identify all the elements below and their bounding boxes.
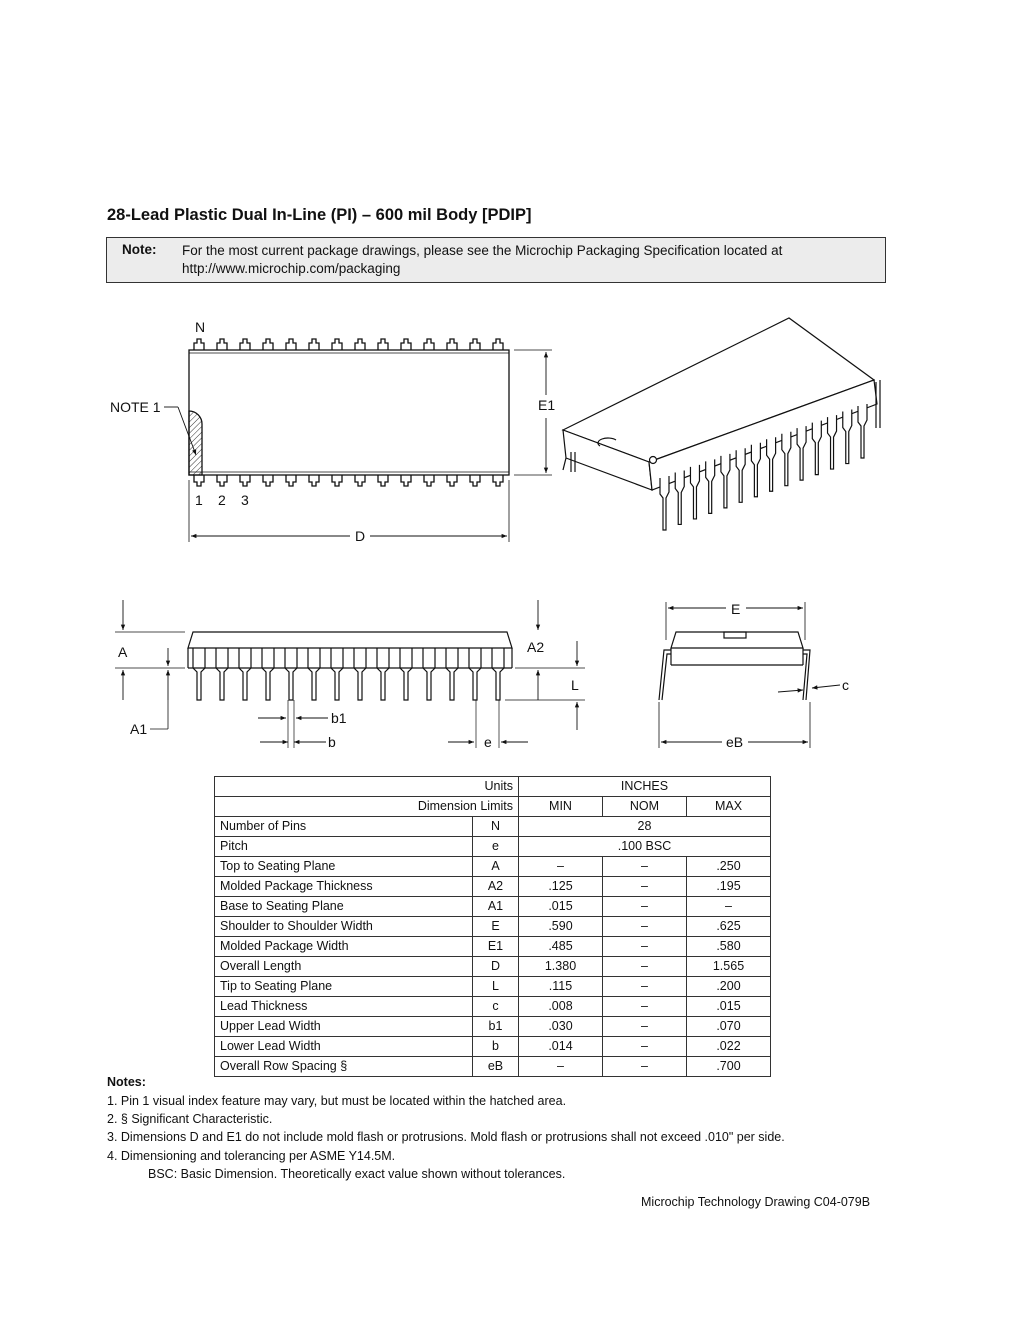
label-e-pitch: e <box>484 734 492 750</box>
dimension-max: .070 <box>687 1017 771 1037</box>
pin-bottom <box>286 475 296 486</box>
note-item-2: 2. § Significant Characteristic. <box>107 1112 273 1126</box>
dimension-symbol: N <box>473 817 519 837</box>
dimension-nom: – <box>603 917 687 937</box>
label-note1: NOTE 1 <box>110 399 161 415</box>
dimension-symbol: E1 <box>473 937 519 957</box>
units-value: INCHES <box>519 777 771 797</box>
dimension-name: Overall Length <box>215 957 473 977</box>
pin-top <box>194 339 204 350</box>
note-text-line1: For the most current package drawings, please see the Microchip Packaging Specification located at <box>182 243 783 258</box>
dimension-min: .014 <box>519 1037 603 1057</box>
pins-side-view <box>193 648 504 700</box>
pin-top <box>424 339 434 350</box>
pin-iso-front <box>812 421 821 475</box>
pin-bottom <box>194 475 204 486</box>
dimension-name: Lead Thickness <box>215 997 473 1017</box>
pin-iso-front <box>858 404 867 458</box>
pin-top <box>493 339 503 350</box>
label-pin3: 3 <box>241 492 249 508</box>
pin-side <box>492 648 504 700</box>
dimension-min: – <box>519 857 603 877</box>
dimension-name: Top to Seating Plane <box>215 857 473 877</box>
label-b1: b1 <box>331 710 347 726</box>
dimension-min: .030 <box>519 1017 603 1037</box>
pin-top <box>309 339 319 350</box>
pin-side <box>354 648 366 700</box>
dimension-max: – <box>687 897 771 917</box>
pin1-index-area <box>189 411 202 475</box>
pin-side <box>239 648 251 700</box>
pin-iso-back <box>876 380 880 428</box>
dimension-symbol: A1 <box>473 897 519 917</box>
pin-side <box>216 648 228 700</box>
dimension-nom: – <box>603 937 687 957</box>
dimension-max: .580 <box>687 937 771 957</box>
dimension-nom: – <box>603 997 687 1017</box>
col-min: MIN <box>519 797 603 817</box>
label-d: D <box>355 528 366 544</box>
note-item-1: 1. Pin 1 visual index feature may vary, but must be located within the hatched area. <box>107 1094 567 1108</box>
dimension-nom: – <box>603 1017 687 1037</box>
dimension-name: Tip to Seating Plane <box>215 977 473 997</box>
dimension-symbol: A <box>473 857 519 877</box>
dimension-nom: – <box>603 857 687 877</box>
pin-bottom <box>309 475 319 486</box>
dimension-nom: – <box>603 1037 687 1057</box>
top-view <box>164 339 552 542</box>
pin-iso-front <box>690 465 699 519</box>
dimension-symbol: c <box>473 997 519 1017</box>
pin-iso-front <box>828 415 837 469</box>
pin-iso-front <box>736 448 745 502</box>
pin-iso-front <box>843 410 852 464</box>
label-c: c <box>842 677 849 693</box>
dimension-nom: – <box>603 957 687 977</box>
pin-top <box>378 339 388 350</box>
table-row <box>215 837 771 857</box>
dimension-symbol: eB <box>473 1057 519 1077</box>
pin-bottom <box>332 475 342 486</box>
dimension-max: .015 <box>687 997 771 1017</box>
pin-top <box>286 339 296 350</box>
label-eb: eB <box>726 734 744 750</box>
dimension-value: .100 BSC <box>519 837 771 857</box>
dimension-max: .625 <box>687 917 771 937</box>
dimension-symbol: b1 <box>473 1017 519 1037</box>
dimension-name: Molded Package Width <box>215 937 473 957</box>
pin-iso-front <box>675 470 684 524</box>
label-b: b <box>328 734 336 750</box>
drawing-number: Microchip Technology Drawing C04-079B <box>641 1195 871 1209</box>
pin-iso-front <box>751 443 760 497</box>
table-row <box>215 957 771 977</box>
dimension-min: .015 <box>519 897 603 917</box>
dimension-min: – <box>519 1057 603 1077</box>
label-e1: E1 <box>538 397 556 413</box>
note-item-4: 4. Dimensioning and tolerancing per ASME Y14.5M. <box>107 1149 396 1163</box>
table-row <box>215 1037 771 1057</box>
dimension-name: Molded Package Thickness <box>215 877 473 897</box>
dimension-min: .485 <box>519 937 603 957</box>
pin-bottom <box>355 475 365 486</box>
table-row <box>215 857 771 877</box>
table-row <box>215 997 771 1017</box>
pin-side <box>377 648 389 700</box>
dimension-min: .008 <box>519 997 603 1017</box>
label-e: E <box>731 601 741 617</box>
pin-bottom <box>240 475 250 486</box>
label-a2: A2 <box>527 639 545 655</box>
table-row <box>215 917 771 937</box>
label-n: N <box>195 319 206 335</box>
dimension-symbol: e <box>473 837 519 857</box>
pin-side <box>400 648 412 700</box>
dimension-min: .125 <box>519 877 603 897</box>
pin-side <box>423 648 435 700</box>
pin-iso-front <box>797 426 806 480</box>
dimension-min: 1.380 <box>519 957 603 977</box>
dimension-nom: – <box>603 897 687 917</box>
pin-top <box>217 339 227 350</box>
dimension-name: Shoulder to Shoulder Width <box>215 917 473 937</box>
pin-bottom <box>401 475 411 486</box>
dimension-symbol: L <box>473 977 519 997</box>
units-label: Units <box>215 777 519 797</box>
dimension-table <box>214 776 771 1077</box>
pin-iso-front <box>767 437 776 491</box>
dimension-min: .590 <box>519 917 603 937</box>
package-body-top <box>189 350 509 475</box>
pin-iso-front <box>782 432 791 486</box>
pin-top <box>332 339 342 350</box>
dimension-value: 28 <box>519 817 771 837</box>
dimension-name: Lower Lead Width <box>215 1037 473 1057</box>
side-view <box>115 600 585 748</box>
dimension-min: .115 <box>519 977 603 997</box>
dimension-symbol: b <box>473 1037 519 1057</box>
dimension-max: .200 <box>687 977 771 997</box>
pin-side <box>193 648 205 700</box>
dimension-nom: – <box>603 877 687 897</box>
pin-side <box>285 648 297 700</box>
table-header-units <box>215 777 771 797</box>
dimension-symbol: D <box>473 957 519 977</box>
page-title: 28-Lead Plastic Dual In-Line (PI) – 600 mil Body [PDIP] <box>107 206 532 224</box>
pins-top-row <box>194 339 503 350</box>
dimension-nom: – <box>603 977 687 997</box>
dimension-symbol: A2 <box>473 877 519 897</box>
col-max: MAX <box>687 797 771 817</box>
dimension-name: Base to Seating Plane <box>215 897 473 917</box>
pin-bottom <box>424 475 434 486</box>
label-a1: A1 <box>130 721 148 737</box>
pin-bottom <box>470 475 480 486</box>
pin-bottom <box>263 475 273 486</box>
pin-bottom <box>378 475 388 486</box>
pin-bottom <box>447 475 457 486</box>
dimension-max: .022 <box>687 1037 771 1057</box>
dimension-name: Overall Row Spacing § <box>215 1057 473 1077</box>
dimension-symbol: E <box>473 917 519 937</box>
pin-top <box>470 339 480 350</box>
label-pin1: 1 <box>195 492 203 508</box>
table-row <box>215 817 771 837</box>
note-label: Note: <box>122 242 157 257</box>
dimension-max: 1.565 <box>687 957 771 977</box>
label-pin2: 2 <box>218 492 226 508</box>
table-row <box>215 1017 771 1037</box>
pin-side <box>262 648 274 700</box>
pin-iso-front <box>721 454 730 508</box>
isometric-view <box>563 318 880 530</box>
pin-iso-front <box>660 476 669 530</box>
pin-side <box>308 648 320 700</box>
pin-side <box>469 648 481 700</box>
pin-bottom <box>217 475 227 486</box>
table-row <box>215 877 771 897</box>
pin-top <box>401 339 411 350</box>
pin-side <box>446 648 458 700</box>
pin-top <box>240 339 250 350</box>
pin-top <box>355 339 365 350</box>
dimension-max: .250 <box>687 857 771 877</box>
dimension-max: .700 <box>687 1057 771 1077</box>
dim-limits-label: Dimension Limits <box>215 797 519 817</box>
pins-bottom-row <box>194 475 503 486</box>
pin-iso-front <box>706 459 715 513</box>
pin-top <box>447 339 457 350</box>
pin-bottom <box>493 475 503 486</box>
note-link[interactable]: http://www.microchip.com/packaging <box>182 261 401 276</box>
note-bsc: BSC: Basic Dimension. Theoretically exact value shown without tolerances. <box>148 1167 566 1181</box>
note-item-3: 3. Dimensions D and E1 do not include mold flash or protrusions. Mold flash or protrusions shall not exceed .010" per side. <box>107 1130 785 1144</box>
dimension-name: Upper Lead Width <box>215 1017 473 1037</box>
dimension-name: Number of Pins <box>215 817 473 837</box>
label-l: L <box>571 677 579 693</box>
label-a: A <box>118 644 128 660</box>
dimension-nom: – <box>603 1057 687 1077</box>
table-row <box>215 897 771 917</box>
table-row <box>215 1057 771 1077</box>
dimension-name: Pitch <box>215 837 473 857</box>
notes-title: Notes: <box>107 1075 146 1089</box>
table-row <box>215 977 771 997</box>
end-view <box>659 602 840 748</box>
col-nom: NOM <box>603 797 687 817</box>
dimension-max: .195 <box>687 877 771 897</box>
pin-top <box>263 339 273 350</box>
pin-side <box>331 648 343 700</box>
table-header-limits <box>215 797 771 817</box>
table-row <box>215 937 771 957</box>
